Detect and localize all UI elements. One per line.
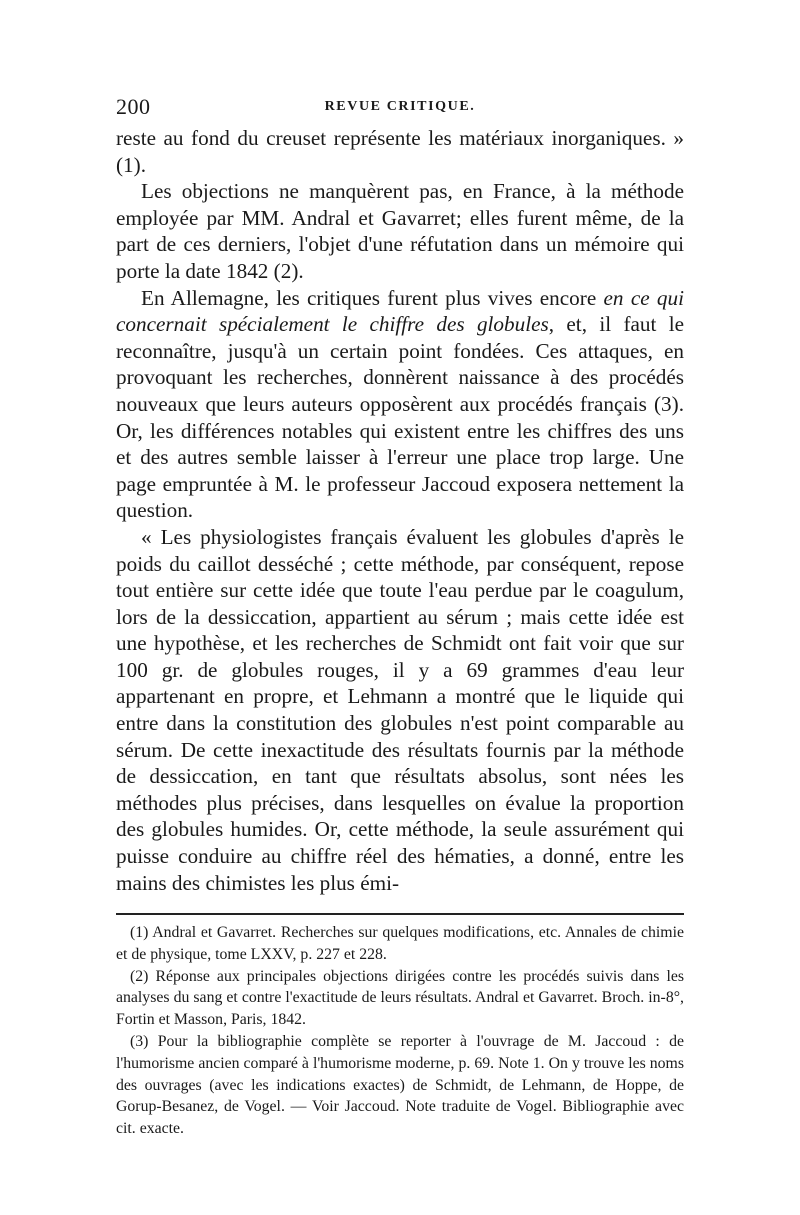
running-title: REVUE CRITIQUE. — [324, 99, 476, 114]
footnote-3: (3) Pour la bibliographie complète se reporter à l'ouvrage de M. Jaccoud : de l'humorisme ancien comparé à l'humorisme moderne, p. 69. Note 1. On y trouve les noms des ouvrages (avec les indications exactes) de Schmidt, de Lehmann, de Hoppe, de Gorup-Besanez, de Vogel. — Voir Jaccoud. Note traduite de Vogel. Bibliographie avec cit. exacte. — [116, 1032, 684, 1138]
paragraph-3-start: En Allemagne, les critiques furent plus vives encore — [141, 285, 604, 310]
footnote-1: (1) Andral et Gavarret. Recherches sur quelques modifications, etc. Annales de chimie et de physique, tome LXXV, p. 227 et 228. — [116, 924, 684, 963]
page-number: 200 — [116, 94, 151, 119]
paragraph-4-quotation: « Les physiologistes français évaluent les globules d'après le poids du caillot desséché ; cette méthode, par conséquent, repose tout entière sur cette idée que toute l'eau perdue par le coagulum, lors de la dessiccation, appartient au sérum ; mais cette idée est une hypothèse, et les recherches de Schmidt ont fait voir que sur 100 gr. de globules rouges, il y a 69 grammes d'eau leur appartenant en propre, et Lehmann a montré que le liquide qui entre dans la constitution des globules n'est point comparable au sérum. De cette inexactitude des résultats fournis par la méthode de dessiccation, en tant que résultats absolus, sont nées les méthodes plus précises, dans lesquelles on évalue la proportion des globules humides. Or, cette méthode, la seule assurément qui puisse conduire au chiffre réel des hématies, a donné, entre les mains des chimistes les plus émi- — [116, 524, 684, 895]
footnote-separator — [116, 913, 684, 915]
paragraph-3-end: , et, il faut le reconnaître, jusqu'à un certain point fondées. Ces attaques, en provoquant les recherches, donnèrent naissance à des procédés nouveaux que leurs auteurs opposèrent aux procédés français (3). Or, les différences notables qui existent entre les chiffres des uns et des autres semble laisser à l'erreur une place trop large. Une page empruntée à M. le professeur Jaccoud exposera nettement la question. — [116, 312, 685, 523]
page-header — [116, 94, 684, 124]
paragraph-3-italic: en ce qui concernait spécialement le chiffre des globules — [116, 285, 684, 337]
body-text — [116, 125, 684, 896]
paragraph-2: Les objections ne manquèrent pas, en France, à la méthode employée par MM. Andral et Gavarret; elles furent même, de la part de ces derniers, l'objet d'une réfutation dans un mémoire qui porte la date 1842 (2). — [116, 179, 684, 283]
paragraph-1: reste au fond du creuset représente les matériaux inorganiques. » (1). — [116, 126, 684, 177]
footnotes — [116, 922, 684, 1140]
paragraph-3 — [116, 285, 684, 524]
footnote-2: (2) Réponse aux principales objections dirigées contre les procédés suivis dans les analyses du sang et contre l'exactitude de leurs résultats. Andral et Gavarret. Broch. in-8°, Fortin et Masson, Paris, 1842. — [116, 967, 684, 1029]
